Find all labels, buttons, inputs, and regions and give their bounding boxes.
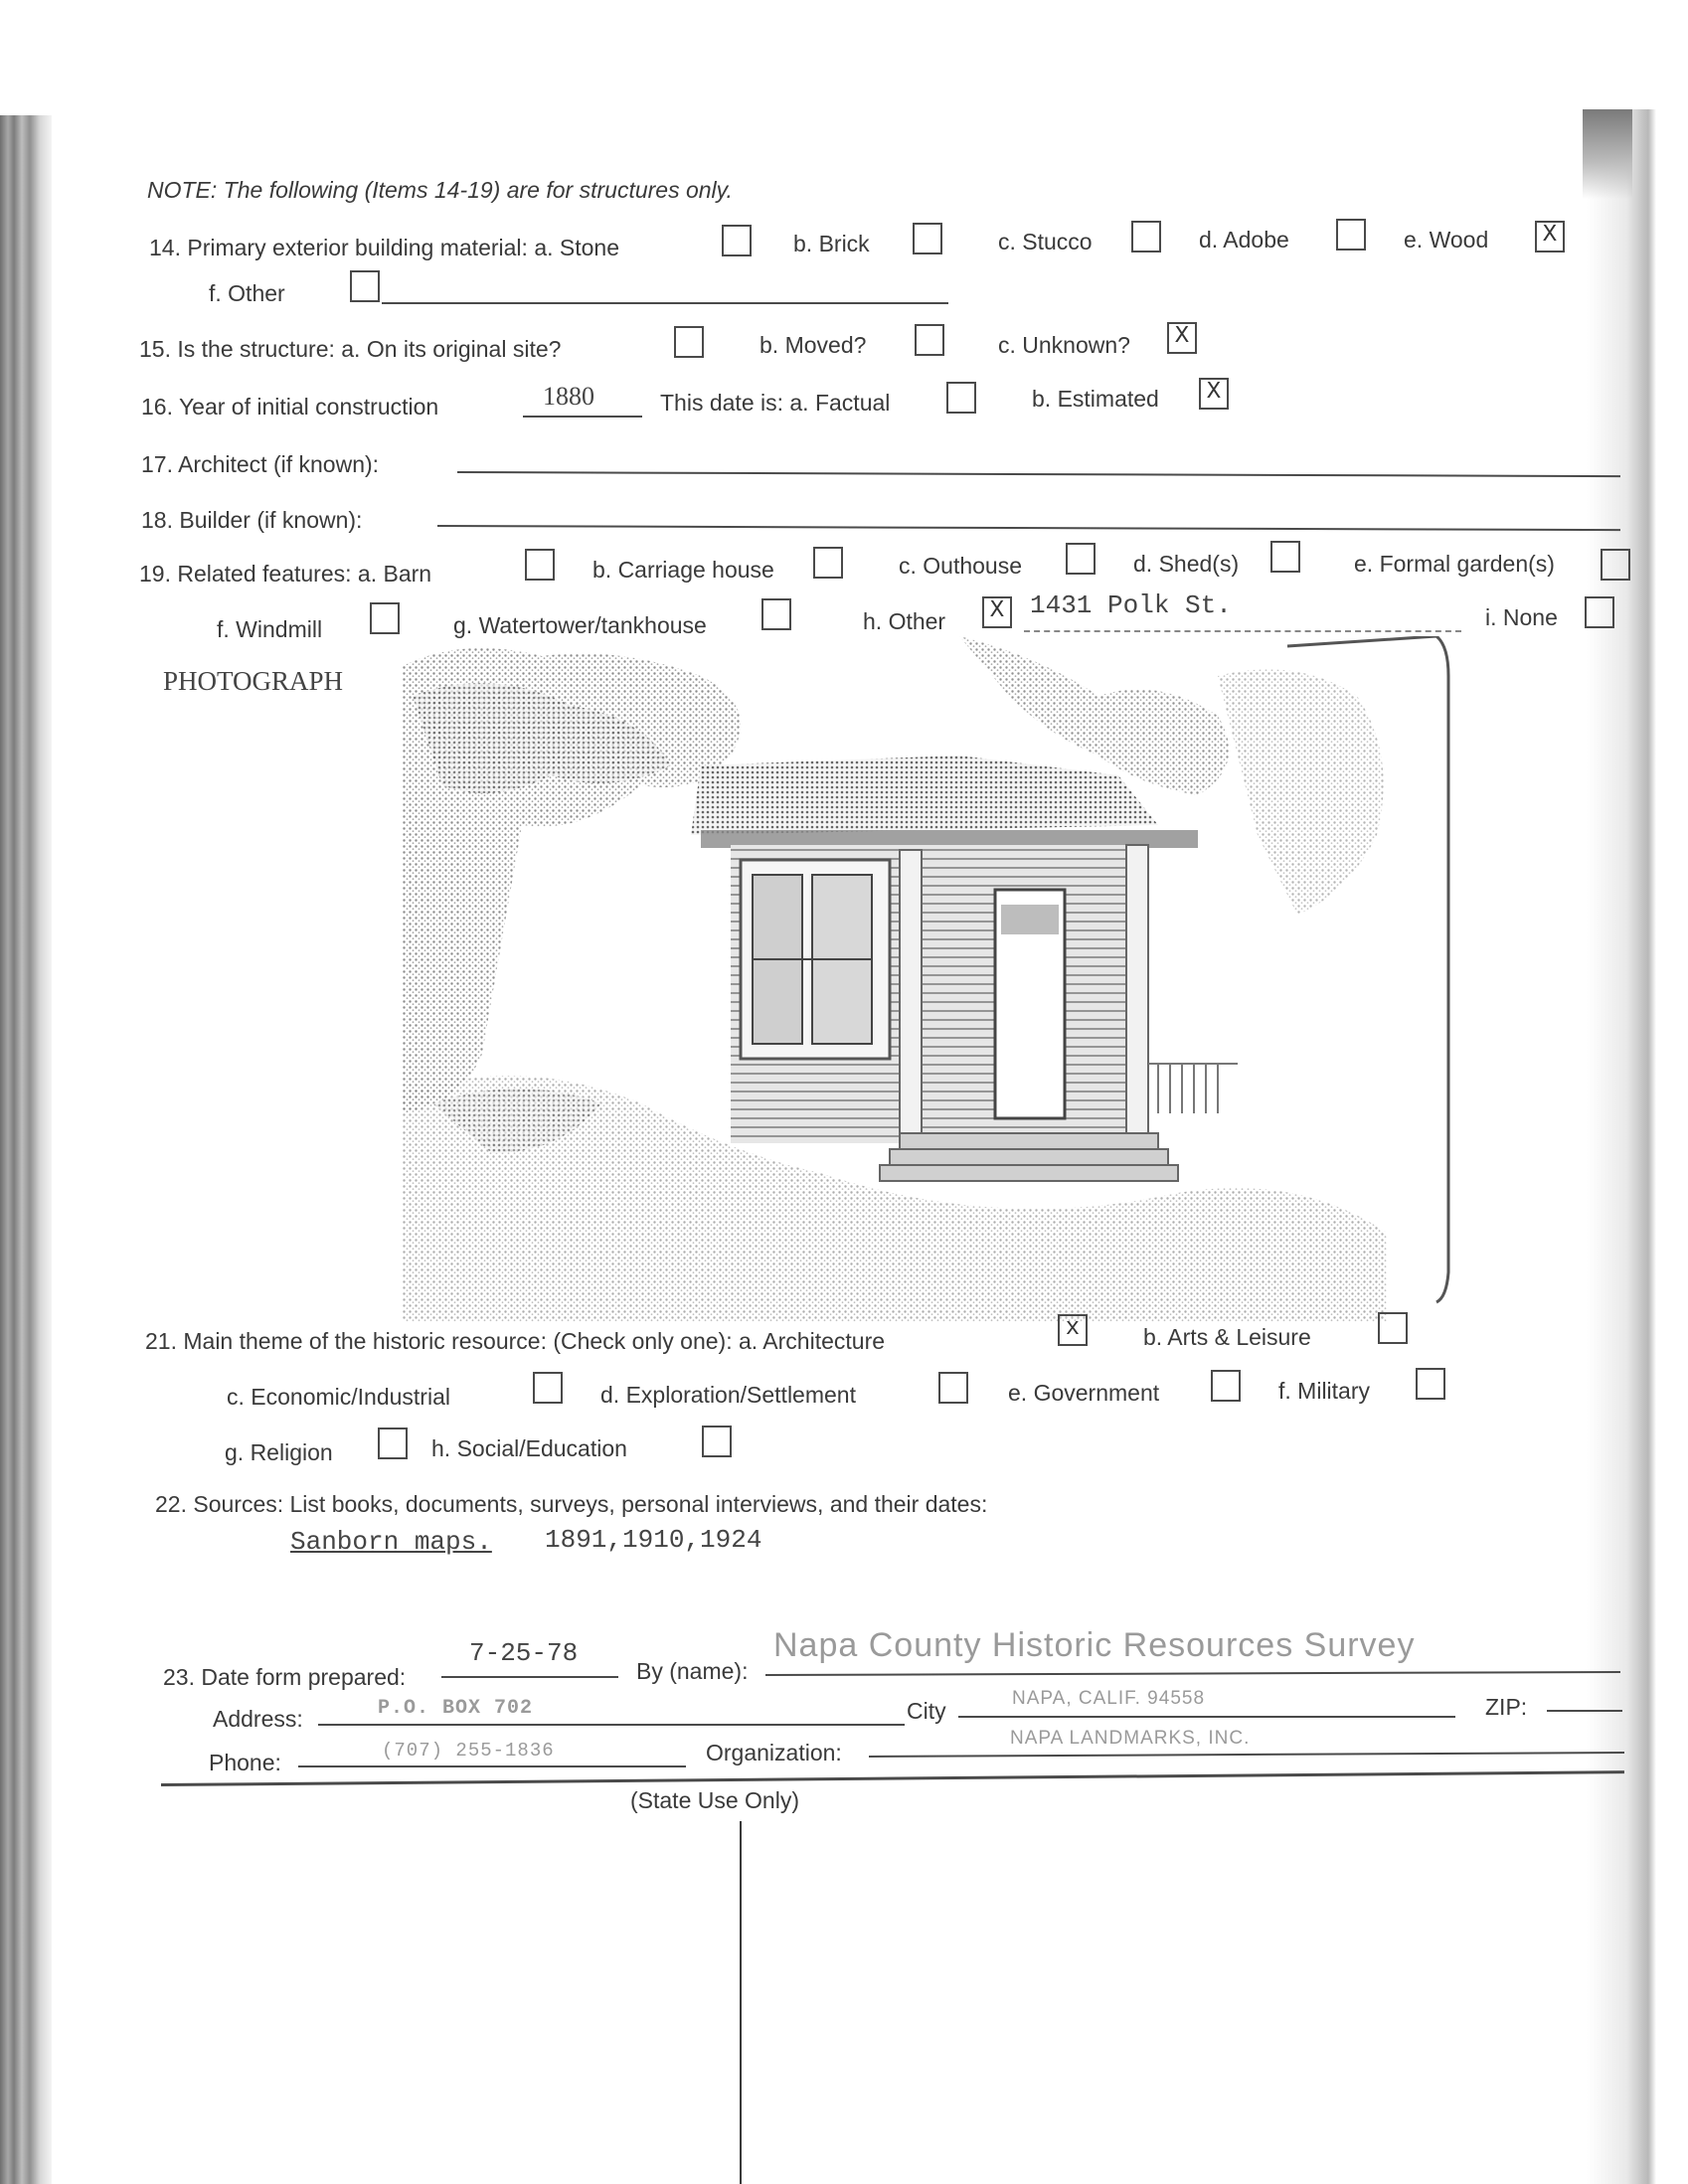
by-name-value: Napa County Historic Resources Survey [773, 1626, 1416, 1664]
formal-garden-label: e. Formal garden(s) [1354, 551, 1555, 577]
state-use-column-divider [740, 1821, 742, 2184]
address-label: Address: [213, 1706, 303, 1732]
carriage-house-checkbox[interactable] [813, 547, 843, 579]
military-label: f. Military [1278, 1378, 1370, 1404]
formal-garden-checkbox[interactable] [1601, 549, 1630, 581]
watertower-checkbox[interactable] [761, 598, 791, 630]
stucco-label: c. Stucco [998, 229, 1093, 254]
item16-label: 16. Year of initial construction [141, 394, 439, 420]
wood-label: e. Wood [1404, 227, 1489, 252]
moved-checkbox[interactable] [915, 324, 944, 356]
factual-checkbox[interactable] [946, 382, 976, 414]
item22-label: 22. Sources: List books, documents, surveys, personal interviews, and their dates: [155, 1491, 988, 1517]
by-name-label: By (name): [636, 1658, 749, 1684]
religion-label: g. Religion [225, 1439, 333, 1465]
date-prepared-label: 23. Date form prepared: [163, 1664, 407, 1690]
address-line [318, 1724, 905, 1726]
sources-dates: 1891,1910,1924 [545, 1525, 762, 1555]
phone-label: Phone: [209, 1750, 281, 1775]
item21-label: 21. Main theme of the historic resource: (Check only one): a. Architecture [145, 1328, 886, 1354]
stone-checkbox[interactable] [722, 225, 752, 256]
date-prepared-value: 7-25-78 [469, 1638, 579, 1668]
date-prepared-line [441, 1676, 618, 1678]
shed-label: d. Shed(s) [1133, 551, 1240, 577]
house-photograph [403, 636, 1476, 1322]
sources-maps: Sanborn maps. [290, 1527, 492, 1557]
item14-label: 14. Primary exterior building material: a. Stone [149, 235, 619, 260]
state-use-divider [161, 1770, 1624, 1786]
social-education-checkbox[interactable] [702, 1426, 732, 1457]
military-checkbox[interactable] [1416, 1368, 1445, 1400]
city-label: City [907, 1698, 946, 1724]
stucco-checkbox[interactable] [1131, 221, 1161, 252]
estimated-label: b. Estimated [1032, 386, 1159, 412]
economic-checkbox[interactable] [533, 1372, 563, 1404]
architecture-checkbox[interactable]: x [1058, 1314, 1088, 1346]
construction-year-line [523, 416, 642, 418]
outhouse-checkbox[interactable] [1066, 543, 1096, 575]
none-label: i. None [1485, 604, 1558, 630]
unknown-label: c. Unknown? [998, 332, 1130, 358]
item19-label: 19. Related features: a. Barn [139, 561, 432, 587]
builder-line [437, 525, 1620, 531]
state-use-label: (State Use Only) [630, 1787, 799, 1813]
other-material-checkbox[interactable] [350, 270, 380, 302]
brick-label: b. Brick [793, 231, 870, 256]
moved-label: b. Moved? [760, 332, 867, 358]
organization-label: Organization: [706, 1740, 842, 1765]
other-feature-checkbox[interactable]: X [982, 596, 1012, 628]
photograph-label: PHOTOGRAPH [163, 666, 344, 696]
other-material-line [382, 302, 948, 304]
carriage-house-label: b. Carriage house [592, 557, 774, 583]
wood-checkbox[interactable]: X [1535, 221, 1565, 252]
arts-leisure-checkbox[interactable] [1378, 1312, 1408, 1344]
windmill-checkbox[interactable] [370, 602, 400, 634]
economic-label: c. Economic/Industrial [227, 1384, 450, 1410]
binding-shadow [0, 115, 52, 2184]
item17-label: 17. Architect (if known): [141, 451, 380, 477]
item15-label: 15. Is the structure: a. On its original site? [139, 336, 562, 362]
structures-note: NOTE: The following (Items 14-19) are for structures only. [147, 177, 733, 203]
barn-checkbox[interactable] [525, 549, 555, 581]
page-edge-shadow [1587, 109, 1688, 2184]
organization-line [869, 1752, 1624, 1758]
adobe-label: d. Adobe [1199, 227, 1289, 252]
date-is-label: This date is: a. Factual [660, 390, 891, 416]
zip-line [1547, 1710, 1622, 1712]
adobe-checkbox[interactable] [1336, 219, 1366, 251]
other-material-label: f. Other [209, 280, 285, 306]
government-label: e. Government [1008, 1380, 1160, 1406]
government-checkbox[interactable] [1211, 1370, 1241, 1402]
construction-year: 1880 [543, 382, 594, 411]
item18-label: 18. Builder (if known): [141, 507, 363, 533]
shed-checkbox[interactable] [1270, 541, 1300, 573]
page-corner-shadow [1583, 109, 1632, 199]
other-feature-line [1024, 630, 1461, 632]
exploration-checkbox[interactable] [938, 1372, 968, 1404]
religion-checkbox[interactable] [378, 1428, 408, 1459]
by-name-line [765, 1671, 1620, 1676]
organization-value: NAPA LANDMARKS, INC. [1010, 1728, 1251, 1749]
other-feature-label: h. Other [863, 608, 946, 634]
address-value: P.O. BOX 702 [378, 1697, 534, 1720]
city-line [958, 1716, 1455, 1718]
original-site-checkbox[interactable] [674, 326, 704, 358]
city-value: NAPA, CALIF. 94558 [1012, 1688, 1206, 1709]
arts-leisure-label: b. Arts & Leisure [1143, 1324, 1311, 1350]
zip-label: ZIP: [1485, 1694, 1528, 1720]
other-feature-address: 1431 Polk St. [1030, 590, 1232, 620]
unknown-checkbox[interactable]: X [1167, 322, 1197, 354]
phone-value: (707) 255-1836 [382, 1740, 555, 1762]
exploration-label: d. Exploration/Settlement [600, 1382, 856, 1408]
watertower-label: g. Watertower/tankhouse [453, 612, 707, 638]
outhouse-label: c. Outhouse [899, 553, 1023, 579]
windmill-label: f. Windmill [217, 616, 323, 642]
phone-line [298, 1765, 686, 1767]
architect-line [457, 471, 1620, 477]
brick-checkbox[interactable] [913, 223, 942, 254]
none-checkbox[interactable] [1585, 596, 1614, 628]
estimated-checkbox[interactable]: X [1199, 378, 1229, 410]
social-education-label: h. Social/Education [431, 1435, 627, 1461]
